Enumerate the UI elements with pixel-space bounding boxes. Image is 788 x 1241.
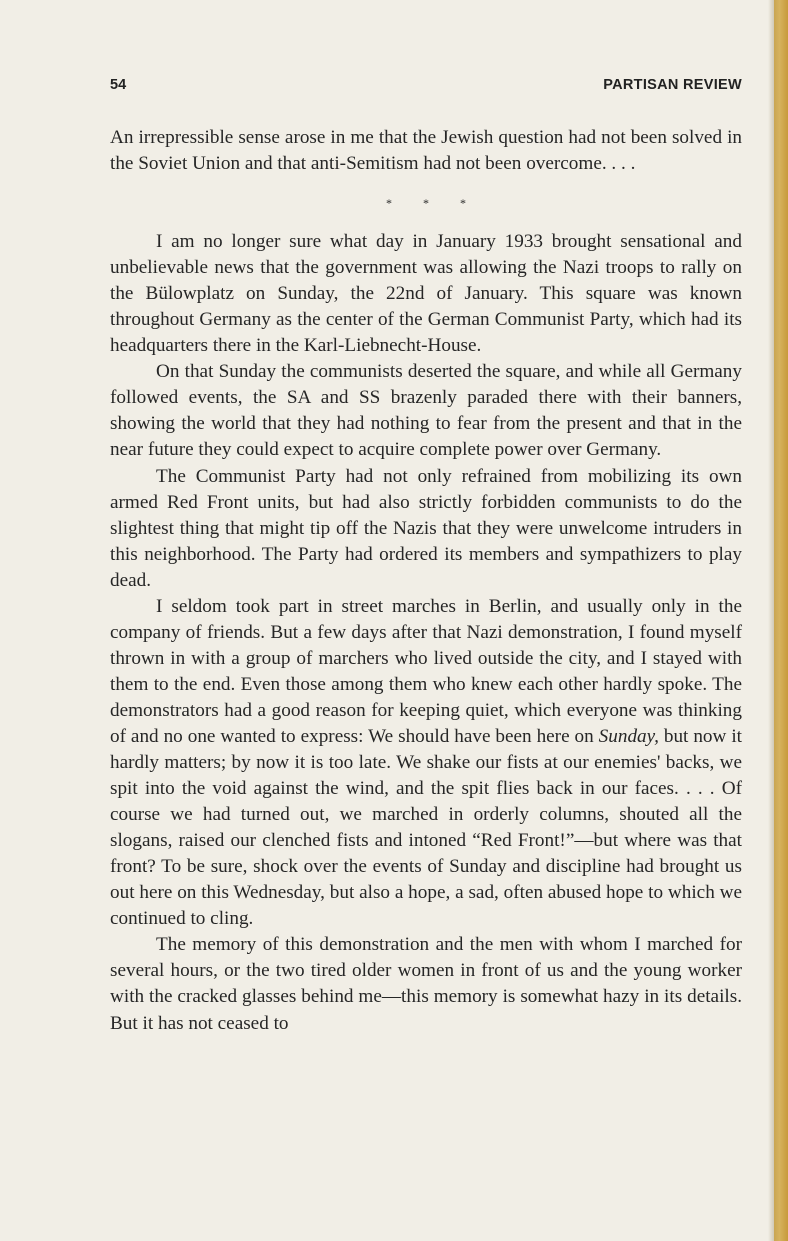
- page-edge: [774, 0, 788, 1241]
- paragraph-text: The Communist Party had not only refrained from mobilizing its own armed Red Front units, but had also strictly forbidden communists to do the slightest thing that might tip off the Nazis that they were unwelcome intruders in this neighborhood. The Party had ordered its members and sympathizers to play dead.: [110, 465, 742, 591]
- running-head: PARTISAN REVIEW: [603, 77, 742, 93]
- paragraph: [110, 932, 742, 1036]
- paragraph-text: I am no longer sure what day in January 1933 brought sensational and unbelievable news that the government was allowing the Nazi troops to rally on the Bülowplatz on Sunday, the 22nd of January. This square was known throughout Germany as the center of the German Communist Party, which had its headquarters there in the Karl-Liebnecht-House.: [110, 231, 742, 357]
- page-header: [110, 77, 742, 99]
- paragraph: [110, 359, 742, 463]
- paragraph-text: The memory of this demonstration and the men with whom I marched for several hours, or the two tired older women in front of us and the young worker with the cracked glasses behind me—this memory is somewhat hazy in its details. But it has not ceased to: [110, 934, 742, 1034]
- page-number: 54: [110, 77, 127, 93]
- paragraph-text: An irrepressible sense arose in me that the Jewish question had not been solved in the Soviet Union and that anti-Semitism had not been overcome. . . .: [110, 127, 742, 175]
- paragraph: [110, 594, 742, 933]
- paragraph-italic: Sunday,: [598, 725, 659, 747]
- section-break: * * *: [386, 196, 480, 211]
- paragraph-text-cont: but now it hardly matters; by now it is too late. We shake our fists at our enemies' backs, we spit into the void against the wind, and the spit flies back in our faces. . . . Of course we had turned out, we marched in orderly columns, shouted all the slogans, raised our clenched fists and intoned “Red Front!”—but where was that front? To be sure, shock over the events of Sunday and discipline had brought us out here on this Wednesday, but also a hope, a sad, often abused hope to which we continued to cling.: [110, 725, 742, 930]
- body-text: [110, 125, 742, 1037]
- paragraph-text: I seldom took part in street marches in Berlin, and usually only in the company of friends. But a few days after that Nazi demonstration, I found myself thrown in with a group of marchers who lived outside the city, and I stayed with them to the end. Even those among them who knew each other hardly spoke. The demonstrators had a good reason for keeping quiet, which everyone was thinking of and no one wanted to express: We should have been here on: [110, 595, 742, 747]
- paragraph: [110, 125, 742, 177]
- paragraph: [110, 464, 742, 594]
- paragraph: [110, 229, 742, 359]
- paragraph-text: On that Sunday the communists deserted the square, and while all Germany followed events, the SA and SS brazenly paraded there with their banners, showing the world that they had nothing to fear from the present and that in the near future they could expect to acquire complete power over Germany.: [110, 361, 742, 461]
